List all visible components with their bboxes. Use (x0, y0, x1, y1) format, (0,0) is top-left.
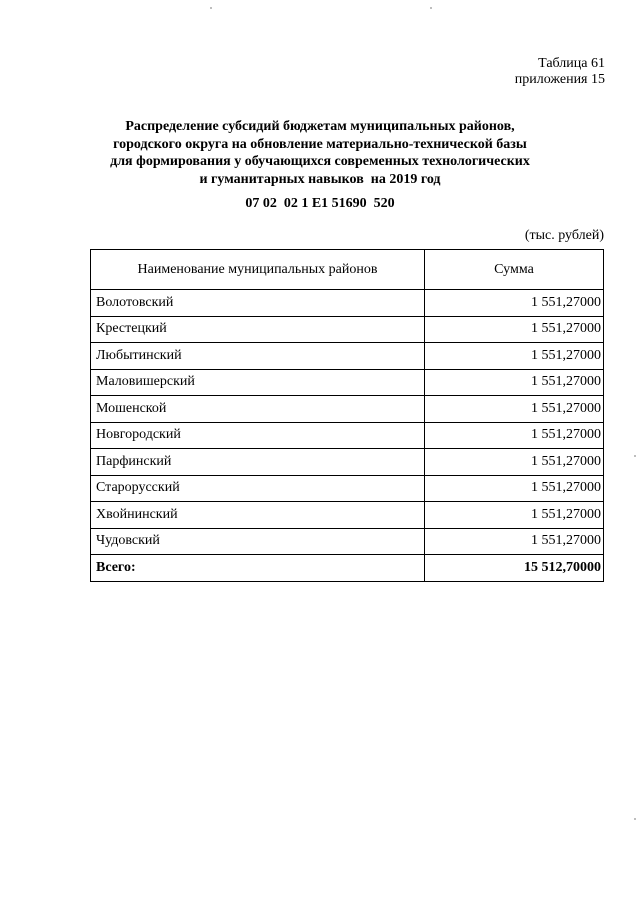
district-sum: 1 551,27000 (425, 528, 604, 555)
district-name: Новгородский (91, 422, 425, 449)
scan-speck (634, 818, 636, 820)
column-header-name: Наименование муниципальных районов (91, 250, 425, 290)
title-line: Распределение субсидий бюджетам муниципальных районов, (125, 119, 515, 134)
table-header-row (91, 250, 604, 290)
table-row (91, 343, 604, 370)
table-row (91, 502, 604, 529)
title-line: городского округа на обновление материально-технической базы (113, 136, 527, 152)
table-row (91, 369, 604, 396)
document-title (60, 118, 580, 188)
title-line: и гуманитарных навыков на 2019 год (199, 171, 441, 187)
district-name: Крестецкий (91, 316, 425, 343)
table-row (91, 528, 604, 555)
district-name: Маловишерский (91, 369, 425, 396)
unit-label: (тыс. рублей) (524, 228, 604, 243)
table-row (91, 316, 604, 343)
district-name: Любытинский (91, 343, 425, 370)
table-row (91, 475, 604, 502)
table-row (91, 422, 604, 449)
scan-speck (210, 7, 212, 9)
district-sum: 1 551,27000 (425, 343, 604, 370)
total-row (91, 555, 604, 582)
table-reference (515, 56, 605, 88)
table-number: Таблица 61 (538, 56, 605, 71)
column-header-sum: Сумма (425, 250, 604, 290)
district-sum: 1 551,27000 (425, 369, 604, 396)
scan-speck (634, 455, 636, 457)
district-name: Мошенской (91, 396, 425, 423)
total-label: Всего: (91, 555, 425, 582)
total-sum: 15 512,70000 (425, 555, 604, 582)
district-sum: 1 551,27000 (425, 502, 604, 529)
district-name: Волотовский (91, 290, 425, 317)
table-row (91, 396, 604, 423)
district-sum: 1 551,27000 (425, 316, 604, 343)
district-sum: 1 551,27000 (425, 449, 604, 476)
district-name: Парфинский (91, 449, 425, 476)
subsidy-table (90, 249, 604, 582)
title-line: для формирования у обучающихся современных технологических (110, 154, 530, 169)
budget-code: 07 02 02 1 E1 51690 520 (245, 196, 395, 211)
district-name: Старорусский (91, 475, 425, 502)
district-sum: 1 551,27000 (425, 396, 604, 423)
district-sum: 1 551,27000 (425, 475, 604, 502)
district-sum: 1 551,27000 (425, 422, 604, 449)
appendix-number: приложения 15 (514, 72, 605, 87)
district-name: Хвойнинский (91, 502, 425, 529)
scan-speck (430, 7, 432, 9)
table-row (91, 449, 604, 476)
table-row (91, 290, 604, 317)
district-sum: 1 551,27000 (425, 290, 604, 317)
district-name: Чудовский (91, 528, 425, 555)
